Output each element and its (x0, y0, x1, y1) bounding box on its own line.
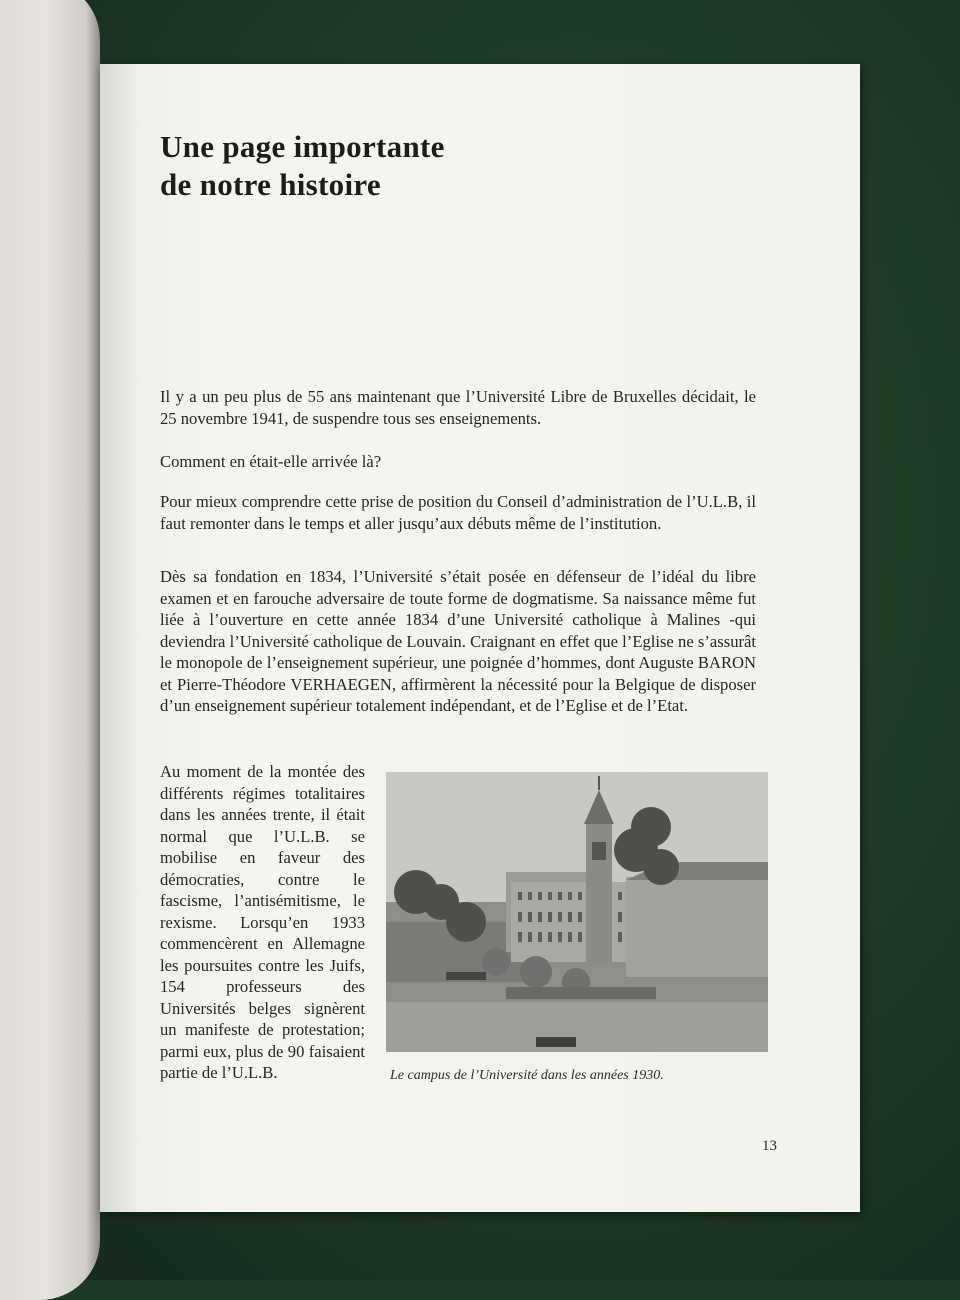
photo-caption: Le campus de l’Université dans les années 1930. (390, 1068, 664, 1083)
paragraph-intro: Il y a un peu plus de 55 ans maintenant que l’Université Libre de Bruxelles décidait, le 25 novembre 1941, de suspendre tous ses enseignements. (160, 387, 756, 428)
title-line-1: Une page importante (160, 129, 445, 164)
paragraph-question: Comment en était-elle arrivée là? (160, 452, 382, 471)
campus-photo (386, 772, 768, 1052)
paragraph-fondation: Dès sa fondation en 1834, l’Université s’était posée en défenseur de l’idéal du libre examen et en farouche adversaire de toute forme de dogmatisme. Sa naissance même fut liée à l’ouverture en cette année 1834 d’une Université catholique à Malines -qui deviendra l’Université catholique de Louvain. Craignant en effet que l’Eglise ne s’assurât le monopole de l’enseignement supérieur, une poignée d’hommes, dont Auguste BARON et Pierre-Théodore VERHAEGEN, affirmèrent la nécessité pour la Belgique de disposer d’un enseignement supérieur totalement indépendant, et de l’Eglise et de l’Etat. (160, 567, 756, 715)
paragraph-conseil: Pour mieux comprendre cette prise de position du Conseil d’administration de l’U.L.B, il faut remonter dans le temps et aller jusqu’aux débuts même de l’institution. (160, 492, 756, 533)
page-number: 13 (762, 1138, 777, 1154)
paragraph-column: Au moment de la montée des différents régimes totalitaires dans les années trente, il était normal que l’U.L.B. se mobilise en faveur des démocraties, contre le fascisme, l’antisémitisme, le rexisme. Lorsqu’en 1933 commencèrent en Allemagne les poursuites contre les Juifs, 154 professeurs des Universités belges signèrent un manifeste de protestation; parmi eux, plus de 90 faisaient partie de l’U.L.B. (160, 762, 365, 1082)
left-page-edge (0, 0, 100, 1300)
title-line-2: de notre histoire (160, 167, 381, 202)
page-title (160, 128, 445, 204)
